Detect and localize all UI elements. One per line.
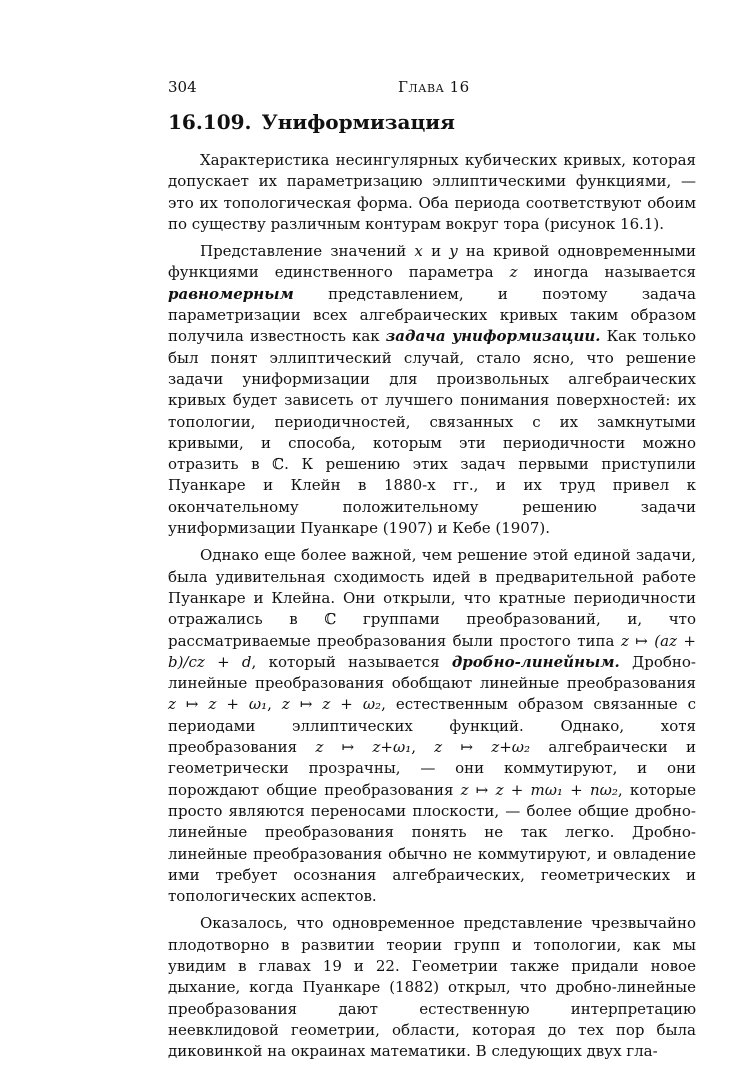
math-expression: z ↦ (az + b)/cz + d [168,631,696,671]
text-run: и [422,242,450,261]
running-head [168,78,696,100]
body-text [168,150,696,1068]
chapter-label: Глава 16 [398,78,470,96]
math-expression: x [414,242,423,261]
text-run: Представление значений [200,242,415,261]
text-run: Однако еще более важной, чем решение этой единой задачи, была удивительная сходимость идей в предварительной работе Пуанкаре и Клейна. Они открыли, что кратные периодичности отражались в ℂ группами преобразований, и, что рассматриваемые преобразования были простого типа [168,546,696,650]
math-expression: z [509,263,518,282]
text-run: , [411,738,435,757]
paragraph [168,545,696,907]
math-expression: z ↦ z + ω₂ [281,695,382,714]
paragraph [168,241,696,539]
emphasized-term: дробно-линейным. [451,652,620,671]
text-run: Характеристика несингулярных кубических кривых, которая допускает их параметризацию эллиптическими функциями, — это их топологическая форма. Оба периода соответствуют обоим по существу различным контурам вокруг тора (рисунок 16.1). [168,151,696,233]
text-run: Как только был понят эллиптический случай, стало ясно, что решение задачи униформизации для произвольных алгебраических кривых будет зависеть от лучшего понимания поверхностей: их топологии, периодичностей, связанных с их замкнутыми кривыми, и способа, которым эти периодичности можно отразить в ℂ. К решению этих задач первыми приступили Пуанкаре и Клейн в 1880-х гг., и их труд привел к окончательному положительному решению задачи униформизации Пуанкаре (1907) и Кебе (1907). [168,327,696,538]
text-run: , которые просто являются переносами плоскости, — более общие дробно-линейные преобразования понять не так легко. Дробно-линейные преобразования обычно не коммутируют, и овладение ими требует осознания алгебраических, геометрических и топологических аспектов. [168,780,696,906]
text-run: Оказалось, что одновременное представление чрезвычайно плодотворно в развитии теории групп и топологии, как мы увидим в главах 19 и 22. Геометрии также придали новое дыхание, когда Пуанкаре (1882) открыл, что дробно-линейные преобразования дают естественную интерпретацию неевклидовой геометрии, области, которая до тех пор была диковинкой на окраинах математики. В следующих двух гла- [168,914,696,1061]
text-run: , естественным образом связанные с периодами эллиптических функций. Однако, хотя преобразования [168,695,697,757]
section-title: Униформизация [261,110,455,134]
math-expression: z ↦ z+ω₁ [315,738,412,757]
math-expression: z ↦ z + ω₁ [168,695,268,714]
text-run: , [267,695,282,714]
text-run: алгебраически и геометрически прозрачны, — они коммутируют, и они порождают общие преобразования [168,738,696,799]
section-heading [168,110,696,134]
paragraph [168,150,696,235]
emphasized-term: равномерным [168,284,294,303]
paragraph [168,913,696,1062]
page-number: 304 [168,78,197,96]
math-expression: z ↦ z + mω₁ + nω₂ [460,780,618,799]
text-run: Дробно-линейные преобразования обобщают линейные преобразования [168,652,696,693]
text-run: иногда называется [517,263,696,282]
section-number: 16.109. [168,110,252,134]
math-expression: y [449,242,458,261]
text-run: на кривой одновременными функциями единственного параметра [168,242,696,282]
text-run: представлением, и поэтому задача параметризации всех алгебраических кривых таким образом получила известность как [168,284,696,346]
text-run: , который называется [251,652,452,671]
math-expression: z ↦ z+ω₂ [434,738,531,757]
emphasized-term: задача униформизации. [385,327,601,346]
